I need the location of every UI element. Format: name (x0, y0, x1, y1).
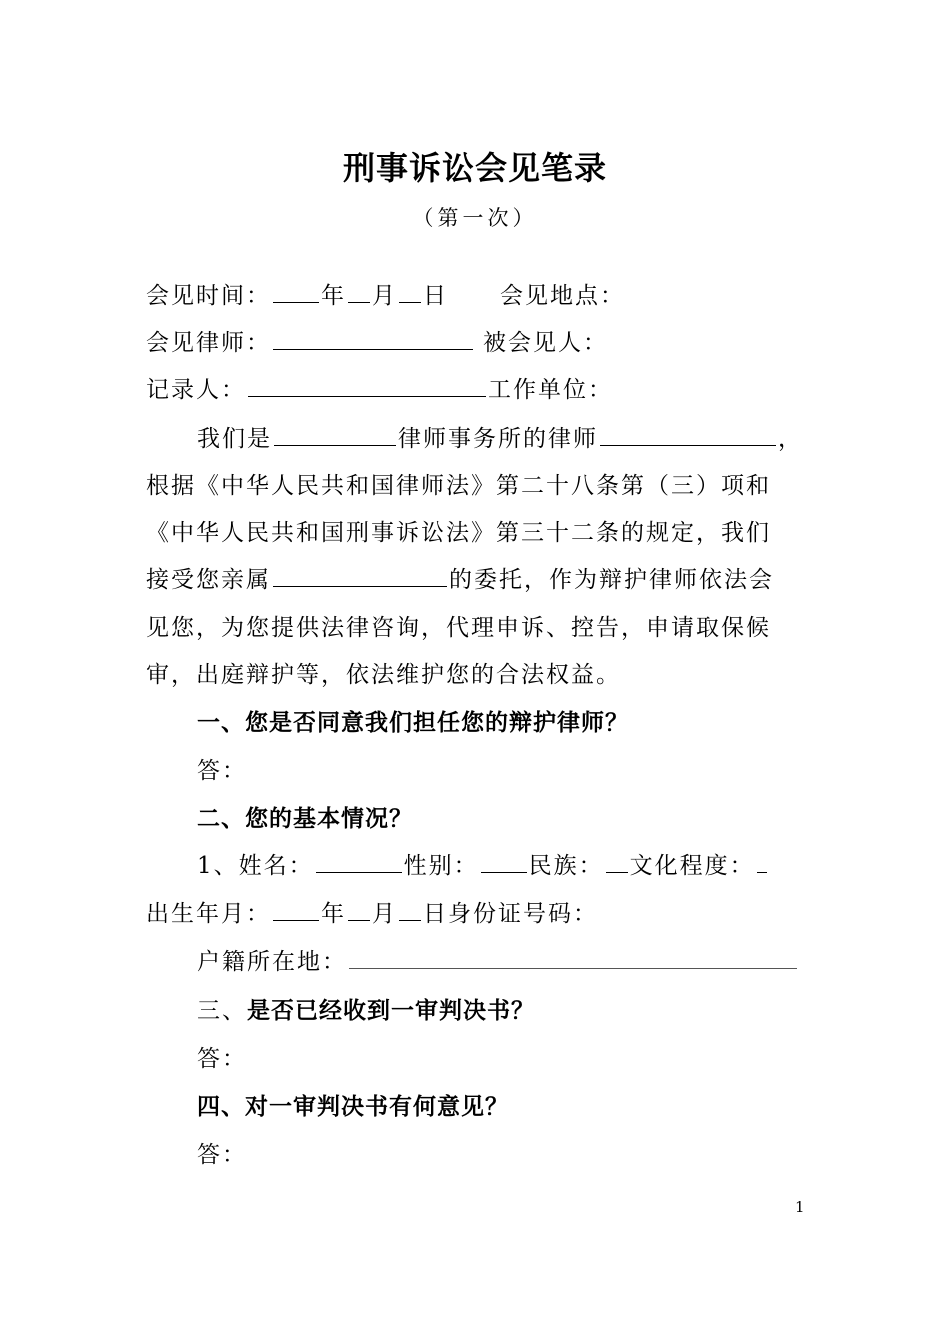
basic-info-row-1 (197, 850, 769, 882)
para1-text-b: 律师事务所的律师 (398, 426, 598, 452)
name-label: 1、姓名： (197, 853, 314, 879)
meeting-time-row (146, 280, 625, 312)
lawyer-label: 会见律师： (146, 330, 271, 356)
recorder-label: 记录人： (146, 377, 246, 403)
id-number-label: 日身份证号码： (423, 901, 598, 927)
year-label: 年 (321, 283, 346, 309)
month-blank[interactable] (348, 280, 370, 303)
month-label: 月 (372, 283, 397, 309)
para4-text-a: 接受您亲属 (146, 567, 271, 593)
birth-year-label: 年 (321, 901, 346, 927)
household-label: 户籍所在地： (197, 949, 347, 975)
document-subtitle: （第一次） (412, 206, 538, 230)
basic-info-row-2 (146, 898, 598, 930)
education-label: 文化程度： (629, 853, 755, 879)
gender-label: 性别： (403, 853, 479, 879)
name-blank[interactable] (316, 850, 402, 873)
year-blank[interactable] (273, 280, 319, 303)
question-2: 二、您的基本情况？ (197, 805, 413, 832)
interviewee-label: 被会见人： (483, 330, 608, 356)
birth-label: 出生年月： (146, 901, 271, 927)
household-blank[interactable] (349, 946, 797, 969)
education-blank[interactable] (757, 850, 767, 873)
meeting-time-label: 会见时间： (146, 283, 271, 309)
birth-month-blank[interactable] (348, 898, 370, 921)
ethnicity-blank[interactable] (606, 850, 628, 873)
question-3 (197, 995, 535, 1027)
para1-text-a: 我们是 (197, 426, 272, 452)
para4-text-b: 的委托，作为辩护律师依法会 (449, 567, 774, 593)
meeting-place-label: 会见地点： (500, 283, 625, 309)
lawyer-row (146, 327, 608, 359)
birth-month-label: 月 (372, 901, 397, 927)
birth-year-blank[interactable] (273, 898, 319, 921)
document-title: 刑事诉讼会见笔录 (342, 149, 607, 187)
work-unit-label: 工作单位： (488, 377, 613, 403)
lawyer-name-blank[interactable] (600, 423, 776, 446)
lawyer-blank[interactable] (273, 327, 473, 350)
question-1: 一、您是否同意我们担任您的辩护律师？ (197, 709, 629, 736)
paragraph-line-2: 根据《中华人民共和国律师法》第二十八条第（三）项和 (146, 473, 771, 499)
day-blank[interactable] (399, 280, 421, 303)
answer-1[interactable]: 答： (197, 758, 247, 784)
page-number: 1 (795, 1198, 805, 1216)
para1-text-c: ， (778, 426, 803, 452)
law-firm-blank[interactable] (274, 423, 396, 446)
relative-blank[interactable] (273, 564, 447, 587)
paragraph-line-6: 审，出庭辩护等，依法维护您的合法权益。 (146, 662, 621, 688)
question-4: 四、对一审判决书有何意见？ (197, 1093, 509, 1120)
question-3-prefix: 三、 (197, 998, 247, 1024)
answer-4[interactable]: 答： (197, 1142, 247, 1168)
birth-day-blank[interactable] (399, 898, 421, 921)
paragraph-line-1 (197, 423, 803, 455)
answer-3[interactable]: 答： (197, 1046, 247, 1072)
ethnicity-label: 民族： (528, 853, 604, 879)
paragraph-line-3: 《中华人民共和国刑事诉讼法》第三十二条的规定，我们 (146, 520, 771, 546)
day-label: 日 (423, 283, 448, 309)
recorder-row (146, 374, 613, 406)
question-3-text: 是否已经收到一审判决书？ (247, 997, 535, 1024)
recorder-blank[interactable] (248, 374, 486, 397)
paragraph-line-5: 见您，为您提供法律咨询，代理申诉、控告，申请取保候 (146, 615, 771, 641)
gender-blank[interactable] (481, 850, 527, 873)
paragraph-line-4 (146, 564, 774, 596)
household-row (197, 946, 799, 978)
